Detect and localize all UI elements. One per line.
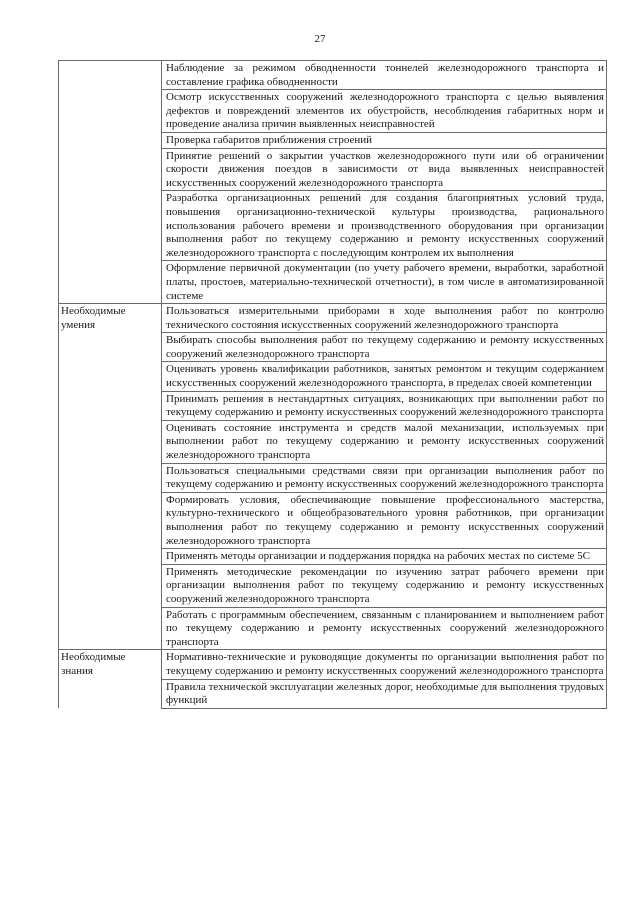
category-cell	[59, 333, 162, 362]
requirement-item: Наблюдение за режимом обводненности тоннелей железнодорожного транспорта и составление графика обводненности	[162, 61, 607, 90]
requirement-item: Осмотр искусственных сооружений железнодорожного транспорта с целью выявления дефектов и повреждений элементов их обустройств, несоблюдения габаритных норм и проведение анализа причин выявленных неисправностей	[162, 90, 607, 133]
requirement-item: Разработка организационных решений для создания благоприятных условий труда, повышения организационно-технической культуры производства, рационального использования рабочего времени и производственного оборудования при организации выполнения работ по текущему содержанию и ремонту искусственных сооружений железнодорожного транспорта с последующим контролем их выполнения	[162, 191, 607, 261]
category-cell	[59, 492, 162, 548]
table-row	[59, 420, 607, 463]
labor-functions-table	[58, 60, 607, 709]
category-cell	[59, 549, 162, 565]
requirement-item: Пользоваться измерительными приборами в ходе выполнения работ по контролю технического состояния искусственных сооружений железнодорожного транспорта	[162, 304, 607, 333]
requirement-item: Оформление первичной документации (по учету рабочего времени, выработки, заработной платы, простоев, материально-технической отчетности), в том числе в автоматизированной системе	[162, 261, 607, 304]
table-row	[59, 90, 607, 133]
requirement-item: Формировать условия, обеспечивающие повышение профессионального мастерства, культурно-технического и общеобразовательного уровня работников, при организации выполнения работ по текущему содержанию и ремонту искусственных сооружений железнодорожного транспорта	[162, 492, 607, 548]
table-row	[59, 333, 607, 362]
table-row	[59, 463, 607, 492]
category-cell	[59, 463, 162, 492]
category-cell	[59, 148, 162, 191]
requirement-item: Проверка габаритов приближения строений	[162, 132, 607, 148]
requirement-item: Пользоваться специальными средствами связи при организации выполнения работ по текущему содержанию и ремонту искусственных сооружений железнодорожного транспорта	[162, 463, 607, 492]
table-row	[59, 549, 607, 565]
requirement-item: Работать с программным обеспечением, связанным с планированием и выполнением работ по текущему содержанию и ремонту искусственных сооружений железнодорожного транспорта	[162, 607, 607, 650]
table-row	[59, 191, 607, 261]
category-cell	[59, 362, 162, 391]
table-row	[59, 261, 607, 304]
table-row	[59, 650, 607, 679]
table-row	[59, 607, 607, 650]
category-label	[59, 61, 162, 90]
requirement-item: Оценивать состояние инструмента и средств малой механизации, используемых при выполнении работ по текущему содержанию и ремонту искусственных сооружений железнодорожного транспорта	[162, 420, 607, 463]
category-cell	[59, 90, 162, 133]
requirement-item: Оценивать уровень квалификации работников, занятых ремонтом и текущим содержанием искусственных сооружений железнодорожного транспорта, в пределах своей компетенции	[162, 362, 607, 391]
page-number: 27	[314, 33, 326, 45]
category-cell	[59, 679, 162, 708]
requirement-item: Нормативно-технические и руководящие документы по организации выполнения работ по текущему содержанию и ремонту искусственных сооружений железнодорожного транспорта	[162, 650, 607, 679]
category-cell	[59, 607, 162, 650]
category-cell	[59, 132, 162, 148]
table-row	[59, 132, 607, 148]
table-row	[59, 564, 607, 607]
table-row	[59, 492, 607, 548]
requirement-item: Применять методические рекомендации по изучению затрат рабочего времени при организации выполнения работ по текущему содержанию и ремонту искусственных сооружений железнодорожного транспорта	[162, 564, 607, 607]
table-row	[59, 148, 607, 191]
table-row	[59, 391, 607, 420]
requirement-item: Принятие решений о закрытии участков железнодорожного пути или об ограничении скорости движения поездов в зависимости от вида выявленных неисправностей искусственных сооружений железнодорожного транспорта	[162, 148, 607, 191]
requirement-item: Правила технической эксплуатации железных дорог, необходимые для выполнения трудовых функций	[162, 679, 607, 708]
table-row	[59, 362, 607, 391]
requirement-item: Принимать решения в нестандартных ситуациях, возникающих при выполнении работ по текущему содержанию и ремонту искусственных сооружений железнодорожного транспорта	[162, 391, 607, 420]
category-cell	[59, 391, 162, 420]
category-cell	[59, 261, 162, 304]
table-row	[59, 304, 607, 333]
category-cell	[59, 191, 162, 261]
table-row	[59, 61, 607, 90]
category-cell	[59, 420, 162, 463]
category-label: Необходимые умения	[59, 304, 162, 333]
requirement-item: Применять методы организации и поддержания порядка на рабочих местах по системе 5С	[162, 549, 607, 565]
table-body	[59, 61, 607, 709]
category-label: Необходимые знания	[59, 650, 162, 679]
table-row	[59, 679, 607, 708]
requirement-item: Выбирать способы выполнения работ по текущему содержанию и ремонту искусственных сооружений железнодорожного транспорта	[162, 333, 607, 362]
category-cell	[59, 564, 162, 607]
